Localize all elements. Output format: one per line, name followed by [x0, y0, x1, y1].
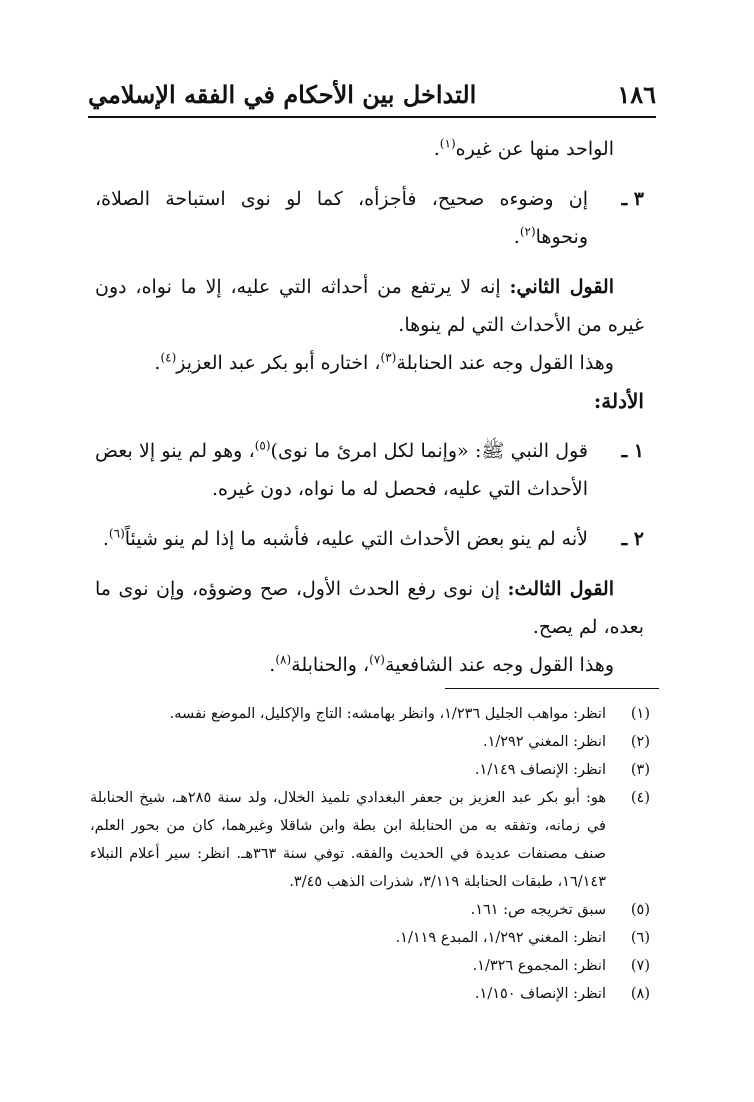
footnote-number: (٨) — [630, 986, 650, 1002]
footnote-ref: (٢) — [519, 224, 536, 239]
footnote-number: (٧) — [630, 958, 650, 974]
footnote-ref: (٦) — [108, 526, 125, 541]
footnote-text: انظر: المغني ١/٢٩٢، المبدع ١/١١٩. — [395, 930, 606, 946]
footnote-text: انظر: الإنصاف ١/١٥٠. — [474, 986, 606, 1002]
footnote-number: (٥) — [630, 902, 650, 918]
item-number: ٢ ـ — [621, 528, 644, 550]
opinion-label: القول الثاني: — [509, 276, 614, 298]
footnote-ref: (٨) — [275, 652, 292, 667]
evidence-item-2: ٢ ـ لأنه لم ينو بعض الأحداث التي عليه، فأشبه ما إذا لم ينو شيئاً$^{(٦)}$. — [95, 520, 644, 558]
footnote — [90, 700, 650, 728]
footnote-separator — [445, 688, 659, 689]
page-header — [88, 80, 656, 114]
footnote-number: (٤) — [630, 790, 650, 806]
footnote-number: (٢) — [630, 734, 650, 750]
page-number: ١٨٦ — [617, 80, 656, 109]
footnote — [90, 952, 650, 980]
footnote-ref: (٤) — [160, 350, 177, 365]
second-opinion-note: وهذا القول وجه عند الحنابلة$^{(٣)}$، اختاره أبو بكر عبد العزيز$^{(٤)}$. — [154, 350, 614, 374]
footnote-text: انظر: المجموع ١/٣٢٦. — [472, 958, 606, 974]
footnote-ref: (٥) — [254, 438, 271, 453]
main-text — [95, 130, 644, 684]
footnote-text: انظر: مواهب الجليل ١/٢٣٦، وانظر بهامشه: التاج والإكليل، الموضع نفسه. — [169, 706, 606, 722]
footnote-number: (٣) — [630, 762, 650, 778]
footnote-ref: (٣) — [380, 350, 397, 365]
footnote-text: انظر: الإنصاف ١/١٤٩. — [474, 762, 606, 778]
footnote — [90, 980, 650, 1008]
footnote-text: سبق تخريجه ص: ١٦١. — [470, 902, 606, 918]
item-number: ١ ـ — [621, 440, 644, 462]
footnote — [90, 784, 650, 896]
footnote-number: (٦) — [630, 930, 650, 946]
third-opinion-note: وهذا القول وجه عند الشافعية$^{(٧)}$، والحنابلة$^{(٨)}$. — [269, 652, 614, 676]
header-rule — [88, 116, 656, 118]
item-number: ٣ ـ — [621, 188, 644, 210]
footnote-text: هو: أبو بكر عبد العزيز بن جعفر البغدادي تلميذ الخلال، ولد سنة ٢٨٥هـ، شيخ الحنابلة في زمانه، وتفقه به من الحنابلة ابن بطة وابن شاقلا وغيرهما، كان من بحور العلم، صنف مصنفات عديدة في الحديث والفقه. توفي سنة ٣٦٣هـ. انظر: سير أعلام النبلاء ١٦/١٤٣، طبقات الحنابلة ٣/١١٩، شذرات الذهب ٣/٤٥. — [90, 790, 607, 890]
footnote-text: انظر: المغني ١/٢٩٢. — [482, 734, 606, 750]
opinion-label: القول الثالث: — [507, 578, 614, 600]
footnote-ref: (٧) — [369, 652, 385, 667]
running-title: التداخل بين الأحكام في الفقه الإسلامي — [88, 80, 477, 109]
evidence-heading: الأدلة: — [593, 389, 644, 413]
paragraph-continuation: الواحد منها عن غيره$^{(١)}$. — [433, 136, 614, 160]
list-item-3: ٣ ـ إن وضوءه صحيح، فأجزأه، كما لو نوى استباحة الصلاة، ونحوها$^{(٢)}$. — [95, 180, 644, 256]
third-opinion: القول الثالث: إن نوى رفع الحدث الأول، صح وضوؤه، وإن نوى ما بعده، لم يصح. — [95, 578, 644, 638]
footnotes — [90, 700, 650, 1008]
footnote — [90, 756, 650, 784]
footnote — [90, 896, 650, 924]
evidence-item-1: ١ ـ قول النبي ﷺ: «وإنما لكل امرئ ما نوى)$^{(٥)}$، وهو لم ينو إلا بعض الأحداث التي عليه، فحصل له ما نواه، دون غيره. — [95, 432, 644, 508]
footnote-number: (١) — [630, 706, 650, 722]
footnote-ref: (١) — [439, 136, 456, 151]
footnote — [90, 728, 650, 756]
second-opinion: القول الثاني: إنه لا يرتفع من أحداثه التي عليه، إلا ما نواه، دون غيره من الأحداث التي لم ينوها. — [95, 276, 644, 336]
footnote — [90, 924, 650, 952]
